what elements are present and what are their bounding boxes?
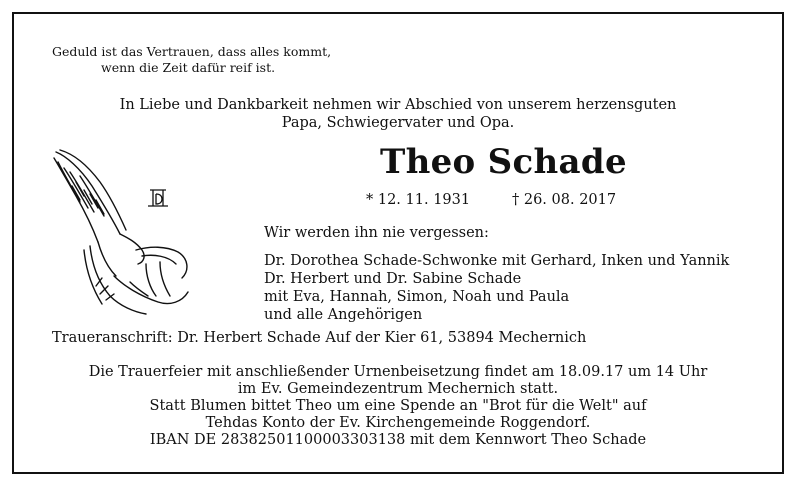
ceremony-line: Die Trauerfeier mit anschließender Urnenbeisetzung findet am 18.09.17 um 14 Uhr — [88, 364, 708, 380]
deceased-name: Theo Schade — [380, 142, 627, 182]
birth-date: * 12. 11. 1931 — [366, 192, 471, 208]
family-section — [264, 224, 729, 324]
quote — [52, 44, 331, 76]
ceremony-line: im Ev. Gemeindezentrum Mechernich statt. — [237, 381, 559, 397]
ceremony-text — [14, 364, 782, 449]
family-line: und alle Angehörigen — [264, 307, 423, 323]
intro-line-2: Papa, Schwiegervater und Opa. — [281, 115, 515, 131]
obituary-notice — [12, 12, 784, 474]
family-line: Dr. Herbert und Dr. Sabine Schade — [264, 271, 522, 287]
family-line: mit Eva, Hannah, Simon, Noah und Paula — [264, 289, 570, 305]
ceremony-line: IBAN DE 28382501100003303138 mit dem Kennwort Theo Schade — [149, 432, 647, 448]
ceremony-line: Statt Blumen bittet Theo um eine Spende an "Brot für die Welt" auf — [149, 398, 647, 414]
quote-line-2: wenn die Zeit dafür reif ist. — [101, 60, 276, 75]
quote-line-1: Geduld ist das Vertrauen, dass alles kommt, — [52, 44, 332, 59]
praying-hands-icon — [50, 146, 200, 316]
family-line: Dr. Dorothea Schade-Schwonke mit Gerhard, Inken und Yannik — [264, 253, 730, 269]
mourning-address: Traueranschrift: Dr. Herbert Schade Auf der Kier 61, 53894 Mechernich — [52, 330, 587, 346]
intro-line-1: In Liebe und Dankbarkeit nehmen wir Abschied von unserem herzensguten — [119, 97, 677, 113]
intro-text — [14, 96, 782, 132]
monogram-icon — [148, 190, 168, 206]
family-intro: Wir werden ihn nie vergessen: — [264, 225, 489, 241]
ceremony-line: Tehdas Konto der Ev. Kirchengemeinde Roggendorf. — [205, 415, 591, 431]
death-date: † 26. 08. 2017 — [512, 192, 617, 208]
